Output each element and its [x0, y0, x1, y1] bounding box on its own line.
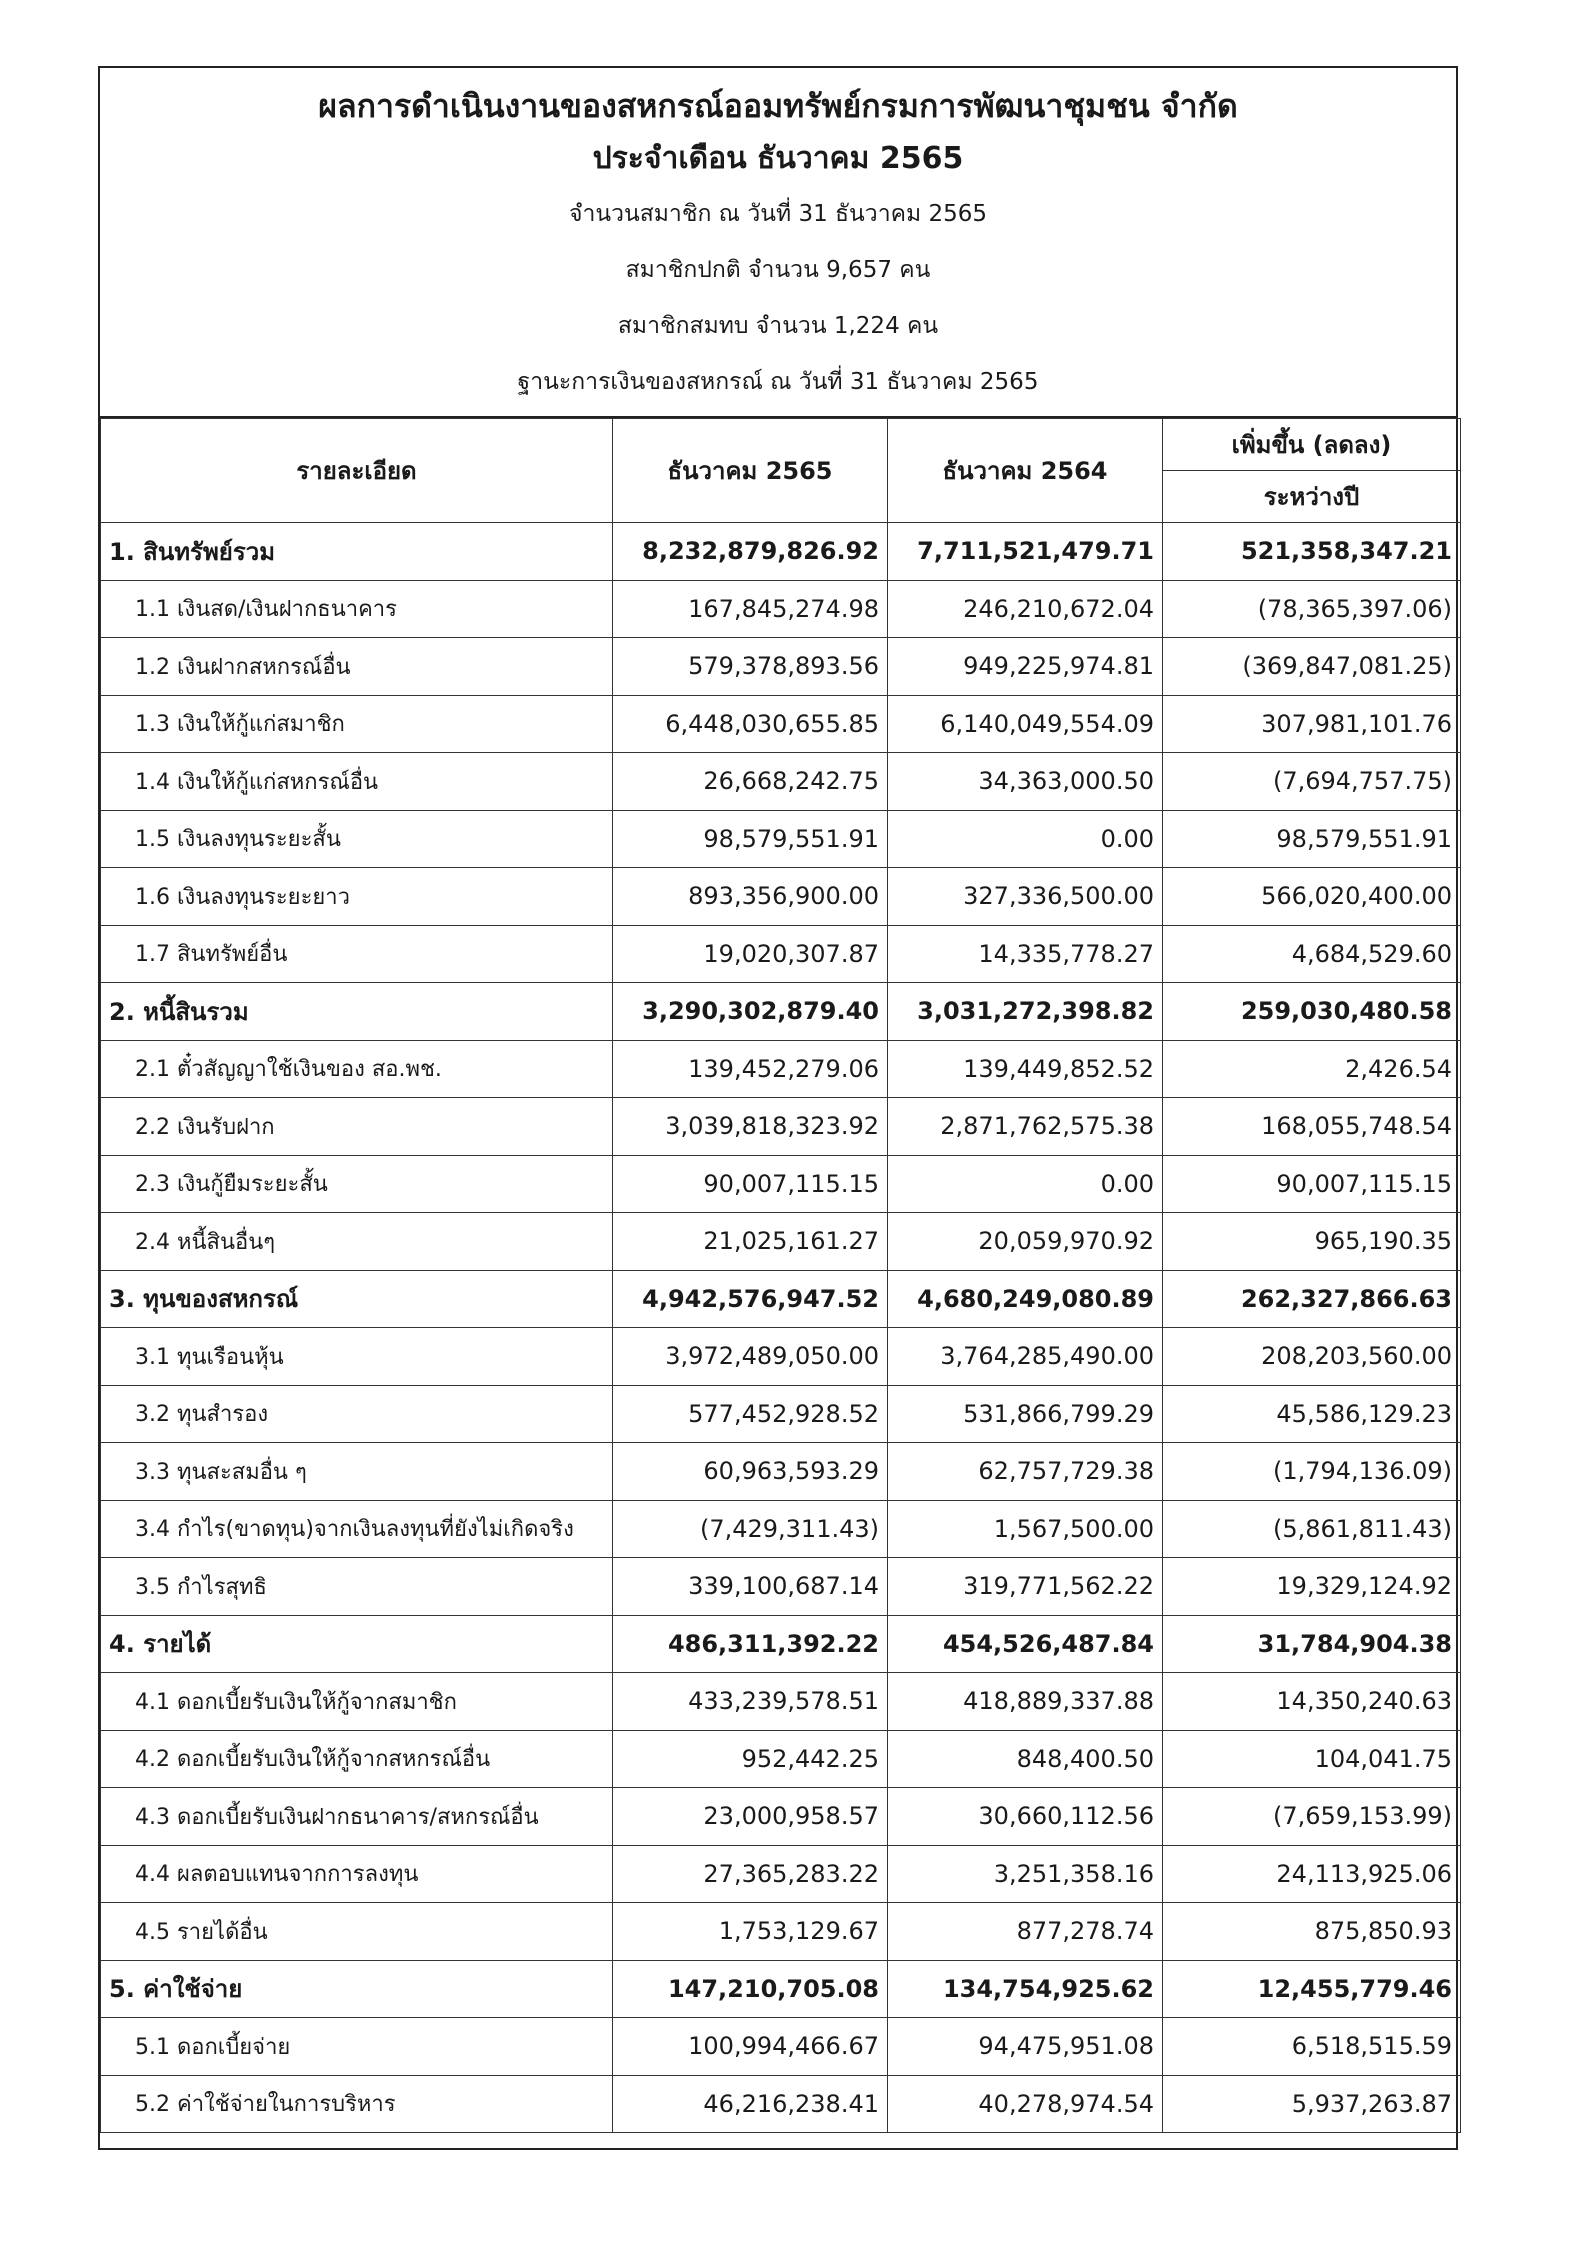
row-label: 2. หนี้สินรวม — [101, 983, 613, 1041]
value-dec2564: 94,475,951.08 — [888, 2018, 1163, 2076]
value-change: 2,426.54 — [1163, 1040, 1461, 1098]
table-row — [101, 925, 1461, 983]
associate-members-line: สมาชิกสมทบ จำนวน 1,224 คน — [617, 313, 939, 339]
value-dec2565: 577,452,928.52 — [613, 1385, 888, 1443]
value-change: (7,694,757.75) — [1163, 753, 1461, 811]
value-change: 5,937,263.87 — [1163, 2075, 1461, 2133]
section-row — [101, 1960, 1461, 2018]
value-dec2565: 6,448,030,655.85 — [613, 695, 888, 753]
row-label: 2.3 เงินกู้ยืมระยะสั้น — [101, 1155, 613, 1213]
value-change: 14,350,240.63 — [1163, 1673, 1461, 1731]
row-label: 1.4 เงินให้กู้แก่สหกรณ์อื่น — [101, 753, 613, 811]
value-dec2564: 949,225,974.81 — [888, 638, 1163, 696]
row-label: 4.5 รายได้อื่น — [101, 1903, 613, 1961]
regular-members-line: สมาชิกปกติ จำนวน 9,657 คน — [625, 257, 931, 283]
value-dec2564: 1,567,500.00 — [888, 1500, 1163, 1558]
value-dec2564: 327,336,500.00 — [888, 868, 1163, 926]
value-dec2565: 147,210,705.08 — [613, 1960, 888, 2018]
col-dec2565-header: ธันวาคม 2565 — [613, 419, 888, 523]
row-label: 1.3 เงินให้กู้แก่สมาชิก — [101, 695, 613, 753]
table-row — [101, 1788, 1461, 1846]
financial-position-line: ฐานะการเงินของสหกรณ์ ณ วันที่ 31 ธันวาคม 2565 — [517, 369, 1039, 395]
value-change: 98,579,551.91 — [1163, 810, 1461, 868]
value-dec2564: 3,251,358.16 — [888, 1845, 1163, 1903]
table-row — [101, 2075, 1461, 2133]
value-change: (7,659,153.99) — [1163, 1788, 1461, 1846]
value-change: 104,041.75 — [1163, 1730, 1461, 1788]
table-header — [101, 419, 1461, 523]
value-change: 45,586,129.23 — [1163, 1385, 1461, 1443]
row-label: 4. รายได้ — [101, 1615, 613, 1673]
value-dec2564: 246,210,672.04 — [888, 580, 1163, 638]
section-row — [101, 1615, 1461, 1673]
col-detail-header: รายละเอียด — [101, 419, 613, 523]
value-dec2564: 134,754,925.62 — [888, 1960, 1163, 2018]
value-dec2565: 339,100,687.14 — [613, 1558, 888, 1616]
value-change: 521,358,347.21 — [1163, 523, 1461, 581]
value-dec2565: (7,429,311.43) — [613, 1500, 888, 1558]
report-title: ผลการดำเนินงานของสหกรณ์ออมทรัพย์กรมการพัฒนาชุมชน จำกัด — [318, 87, 1238, 125]
value-dec2565: 4,942,576,947.52 — [613, 1270, 888, 1328]
value-change: (1,794,136.09) — [1163, 1443, 1461, 1501]
row-label: 4.3 ดอกเบี้ยรับเงินฝากธนาคาร/สหกรณ์อื่น — [101, 1788, 613, 1846]
row-label: 5. ค่าใช้จ่าย — [101, 1960, 613, 2018]
value-change: 307,981,101.76 — [1163, 695, 1461, 753]
row-label: 3.3 ทุนสะสมอื่น ๆ — [101, 1443, 613, 1501]
value-dec2565: 1,753,129.67 — [613, 1903, 888, 1961]
value-dec2564: 20,059,970.92 — [888, 1213, 1163, 1271]
value-dec2564: 14,335,778.27 — [888, 925, 1163, 983]
row-label: 3.4 กำไร(ขาดทุน)จากเงินลงทุนที่ยังไม่เกิดจริง — [101, 1500, 613, 1558]
value-dec2564: 7,711,521,479.71 — [888, 523, 1163, 581]
table-row — [101, 1040, 1461, 1098]
value-dec2565: 3,972,489,050.00 — [613, 1328, 888, 1386]
col-dec2564-header: ธันวาคม 2564 — [888, 419, 1163, 523]
financial-table — [100, 418, 1461, 2133]
value-change: 24,113,925.06 — [1163, 1845, 1461, 1903]
value-change: 6,518,515.59 — [1163, 2018, 1461, 2076]
value-change: 4,684,529.60 — [1163, 925, 1461, 983]
value-change: (78,365,397.06) — [1163, 580, 1461, 638]
value-change: 90,007,115.15 — [1163, 1155, 1461, 1213]
value-dec2564: 34,363,000.50 — [888, 753, 1163, 811]
value-dec2565: 60,963,593.29 — [613, 1443, 888, 1501]
row-label: 3.1 ทุนเรือนหุ้น — [101, 1328, 613, 1386]
section-row — [101, 523, 1461, 581]
value-change: (369,847,081.25) — [1163, 638, 1461, 696]
value-dec2565: 3,290,302,879.40 — [613, 983, 888, 1041]
value-dec2565: 27,365,283.22 — [613, 1845, 888, 1903]
table-row — [101, 1328, 1461, 1386]
value-dec2564: 3,764,285,490.00 — [888, 1328, 1163, 1386]
value-dec2565: 90,007,115.15 — [613, 1155, 888, 1213]
table-row — [101, 1845, 1461, 1903]
value-change: 12,455,779.46 — [1163, 1960, 1461, 2018]
row-label: 1.7 สินทรัพย์อื่น — [101, 925, 613, 983]
table-row — [101, 753, 1461, 811]
value-dec2564: 848,400.50 — [888, 1730, 1163, 1788]
value-dec2564: 319,771,562.22 — [888, 1558, 1163, 1616]
row-label: 1. สินทรัพย์รวม — [101, 523, 613, 581]
value-dec2565: 893,356,900.00 — [613, 868, 888, 926]
row-label: 2.1 ตั๋วสัญญาใช้เงินของ สอ.พช. — [101, 1040, 613, 1098]
value-dec2565: 26,668,242.75 — [613, 753, 888, 811]
value-change: 208,203,560.00 — [1163, 1328, 1461, 1386]
value-dec2565: 23,000,958.57 — [613, 1788, 888, 1846]
table-row — [101, 2018, 1461, 2076]
table-row — [101, 1443, 1461, 1501]
table-row — [101, 1903, 1461, 1961]
report-sheet — [98, 66, 1458, 2150]
value-dec2565: 433,239,578.51 — [613, 1673, 888, 1731]
row-label: 5.2 ค่าใช้จ่ายในการบริหาร — [101, 2075, 613, 2133]
table-row — [101, 1730, 1461, 1788]
table-body — [101, 523, 1461, 2133]
col-change-header-bottom: ระหว่างปี — [1163, 471, 1461, 523]
value-change: 965,190.35 — [1163, 1213, 1461, 1271]
section-row — [101, 983, 1461, 1041]
row-label: 2.4 หนี้สินอื่นๆ — [101, 1213, 613, 1271]
value-dec2564: 6,140,049,554.09 — [888, 695, 1163, 753]
value-dec2564: 4,680,249,080.89 — [888, 1270, 1163, 1328]
value-dec2565: 21,025,161.27 — [613, 1213, 888, 1271]
table-row — [101, 1155, 1461, 1213]
value-dec2564: 531,866,799.29 — [888, 1385, 1163, 1443]
value-change: 259,030,480.58 — [1163, 983, 1461, 1041]
row-label: 1.1 เงินสด/เงินฝากธนาคาร — [101, 580, 613, 638]
row-label: 1.6 เงินลงทุนระยะยาว — [101, 868, 613, 926]
report-header — [100, 68, 1456, 418]
table-row — [101, 810, 1461, 868]
value-dec2565: 8,232,879,826.92 — [613, 523, 888, 581]
value-dec2564: 0.00 — [888, 810, 1163, 868]
value-dec2564: 139,449,852.52 — [888, 1040, 1163, 1098]
value-change: 566,020,400.00 — [1163, 868, 1461, 926]
value-dec2565: 46,216,238.41 — [613, 2075, 888, 2133]
value-dec2565: 486,311,392.22 — [613, 1615, 888, 1673]
value-dec2565: 100,994,466.67 — [613, 2018, 888, 2076]
row-label: 2.2 เงินรับฝาก — [101, 1098, 613, 1156]
value-dec2565: 3,039,818,323.92 — [613, 1098, 888, 1156]
row-label: 1.2 เงินฝากสหกรณ์อื่น — [101, 638, 613, 696]
value-dec2564: 877,278.74 — [888, 1903, 1163, 1961]
value-change: 875,850.93 — [1163, 1903, 1461, 1961]
row-label: 1.5 เงินลงทุนระยะสั้น — [101, 810, 613, 868]
value-dec2565: 952,442.25 — [613, 1730, 888, 1788]
value-dec2564: 418,889,337.88 — [888, 1673, 1163, 1731]
row-label: 4.1 ดอกเบี้ยรับเงินให้กู้จากสมาชิก — [101, 1673, 613, 1731]
table-row — [101, 638, 1461, 696]
value-dec2565: 167,845,274.98 — [613, 580, 888, 638]
row-label: 5.1 ดอกเบี้ยจ่าย — [101, 2018, 613, 2076]
value-dec2564: 40,278,974.54 — [888, 2075, 1163, 2133]
table-row — [101, 1673, 1461, 1731]
value-dec2564: 454,526,487.84 — [888, 1615, 1163, 1673]
row-label: 3. ทุนของสหกรณ์ — [101, 1270, 613, 1328]
value-dec2564: 3,031,272,398.82 — [888, 983, 1163, 1041]
row-label: 3.5 กำไรสุทธิ — [101, 1558, 613, 1616]
value-change: 19,329,124.92 — [1163, 1558, 1461, 1616]
row-label: 4.2 ดอกเบี้ยรับเงินให้กู้จากสหกรณ์อื่น — [101, 1730, 613, 1788]
table-row — [101, 1385, 1461, 1443]
table-row — [101, 695, 1461, 753]
members-date-line: จำนวนสมาชิก ณ วันที่ 31 ธันวาคม 2565 — [568, 201, 988, 227]
row-label: 3.2 ทุนสำรอง — [101, 1385, 613, 1443]
value-dec2564: 30,660,112.56 — [888, 1788, 1163, 1846]
value-change: 262,327,866.63 — [1163, 1270, 1461, 1328]
value-dec2565: 19,020,307.87 — [613, 925, 888, 983]
report-period: ประจำเดือน ธันวาคม 2565 — [592, 141, 964, 176]
value-change: 168,055,748.54 — [1163, 1098, 1461, 1156]
value-dec2565: 98,579,551.91 — [613, 810, 888, 868]
value-dec2565: 579,378,893.56 — [613, 638, 888, 696]
table-row — [101, 1500, 1461, 1558]
table-row — [101, 868, 1461, 926]
section-row — [101, 1270, 1461, 1328]
value-dec2564: 2,871,762,575.38 — [888, 1098, 1163, 1156]
value-dec2565: 139,452,279.06 — [613, 1040, 888, 1098]
table-row — [101, 1213, 1461, 1271]
table-row — [101, 1558, 1461, 1616]
row-label: 4.4 ผลตอบแทนจากการลงทุน — [101, 1845, 613, 1903]
table-row — [101, 1098, 1461, 1156]
col-change-header-top: เพิ่มขึ้น (ลดลง) — [1163, 419, 1461, 471]
value-dec2564: 0.00 — [888, 1155, 1163, 1213]
value-dec2564: 62,757,729.38 — [888, 1443, 1163, 1501]
value-change: 31,784,904.38 — [1163, 1615, 1461, 1673]
value-change: (5,861,811.43) — [1163, 1500, 1461, 1558]
table-row — [101, 580, 1461, 638]
